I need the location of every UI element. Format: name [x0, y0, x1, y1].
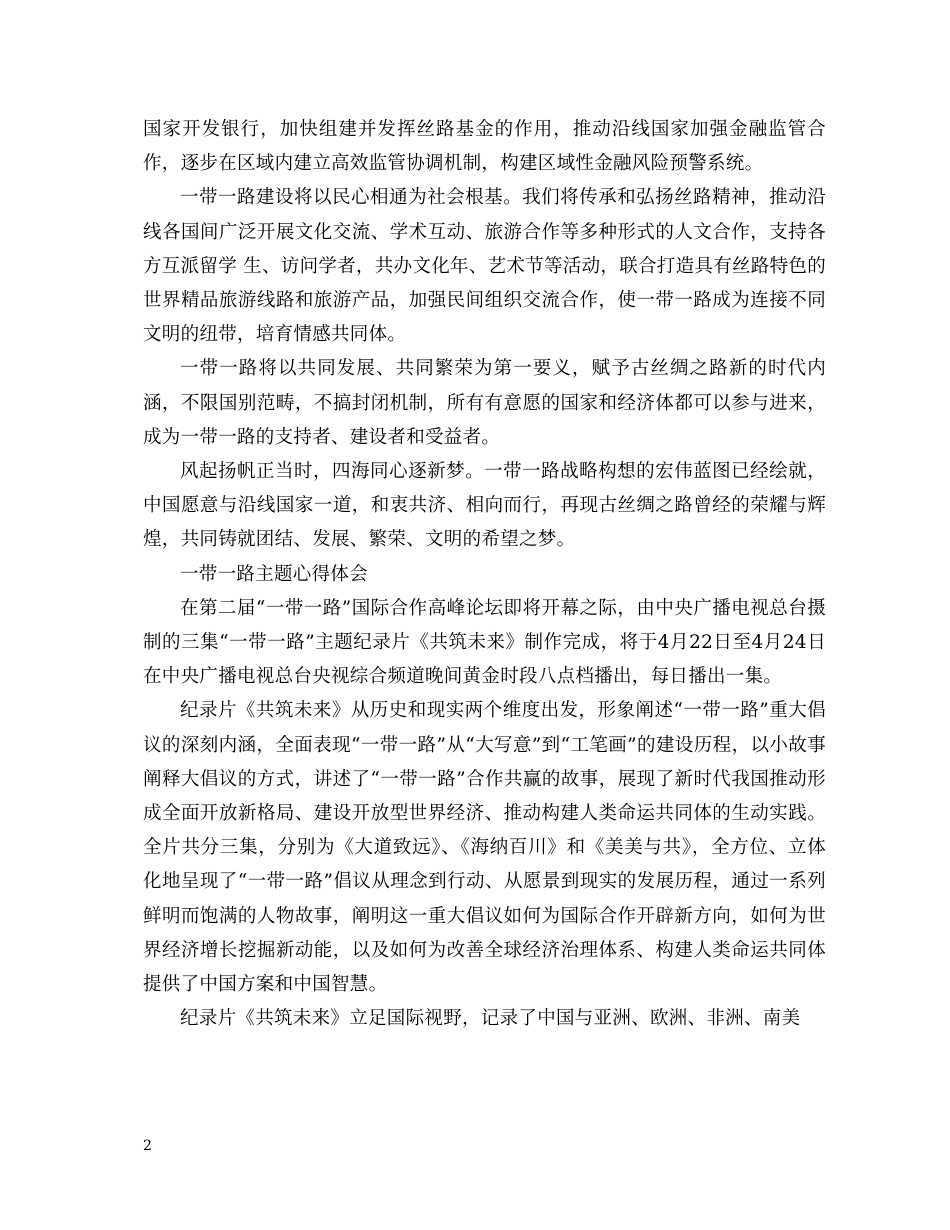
paragraph-documentary-intro: 在第二届“一带一路”国际合作高峰论坛即将开幕之际，由中央广播电视总台摄制的三集“一带一路”主题纪录片《共筑未来》制作完成，将于4月22日至4月24日在中央广播电视总台央视综合频道晚间黄金时段八点档播出，每日播出一集。	[143, 597, 826, 688]
paragraph-people-to-people-bond: 一带一路建设将以民心相通为社会根基。我们将传承和弘扬丝路精神，推动沿线各国间广泛开展文化交流、学术互动、旅游合作等多种形式的人文合作，支持各方互派留学 生、访问学者，共办文化年、艺术节等活动，联合打造具有丝路特色的世界精品旅游线路和旅游产品，加强民间组织交流合作，使一带一路成为连接不同文明的纽带，培育情感共同体。	[143, 187, 826, 346]
paragraph-finance-continuation: 国家开发银行，加快组建并发挥丝路基金的作用，推动沿线国家加强金融监管合作，逐步在区域内建立高效监管协调机制，构建区域性金融风险预警系统。	[143, 119, 826, 175]
paragraph-common-development: 一带一路将以共同发展、共同繁荣为第一要义，赋予古丝绸之路新的时代内涵，不限国别范畴，不搞封闭机制，所有有意愿的国家和经济体都可以参与进来，成为一带一路的支持者、建设者和受益者。	[143, 358, 826, 448]
paragraph-documentary-content: 纪录片《共筑未来》从历史和现实两个维度出发，形象阐述“一带一路”重大倡议的深刻内涵，全面表现“一带一路”从“大写意”到“工笔画”的建设历程，以小故事阐释大倡议的方式，讲述了“一带一路”合作共赢的故事，展现了新时代我国推动形成全面开放新格局、建设开放型世界经济、推动构建人类命运共同体的生动实践。全片共分三集，分别为《大道致远》、《海纳百川》和《美美与共》，全方位、立体化地呈现了“一带一路”倡议从理念到行动、从愿景到现实的发展历程，通过一系列鲜明而饱满的人物故事，阐明这一重大倡议如何为国际合作开辟新方向，如何为世界经济增长挖掘新动能，以及如何为改善全球经济治理体系、构建人类命运共同体提供了中国方案和中国智慧。	[143, 700, 826, 996]
section-heading: 一带一路主题心得体会	[180, 563, 369, 585]
paragraph-international-vision: 纪录片《共筑未来》立足国际视野，记录了中国与亚洲、欧洲、非洲、南美	[180, 1008, 801, 1030]
paragraph-new-dream: 风起扬帆正当时，四海同心逐新梦。一带一路战略构想的宏伟蓝图已经绘就，中国愿意与沿线国家一道，和衷共济、相向而行，再现古丝绸之路曾经的荣耀与辉煌，共同铸就团结、发展、繁荣、文明的希望之梦。	[143, 461, 826, 551]
document-body	[143, 113, 826, 1036]
page-number: 2	[143, 1138, 152, 1154]
